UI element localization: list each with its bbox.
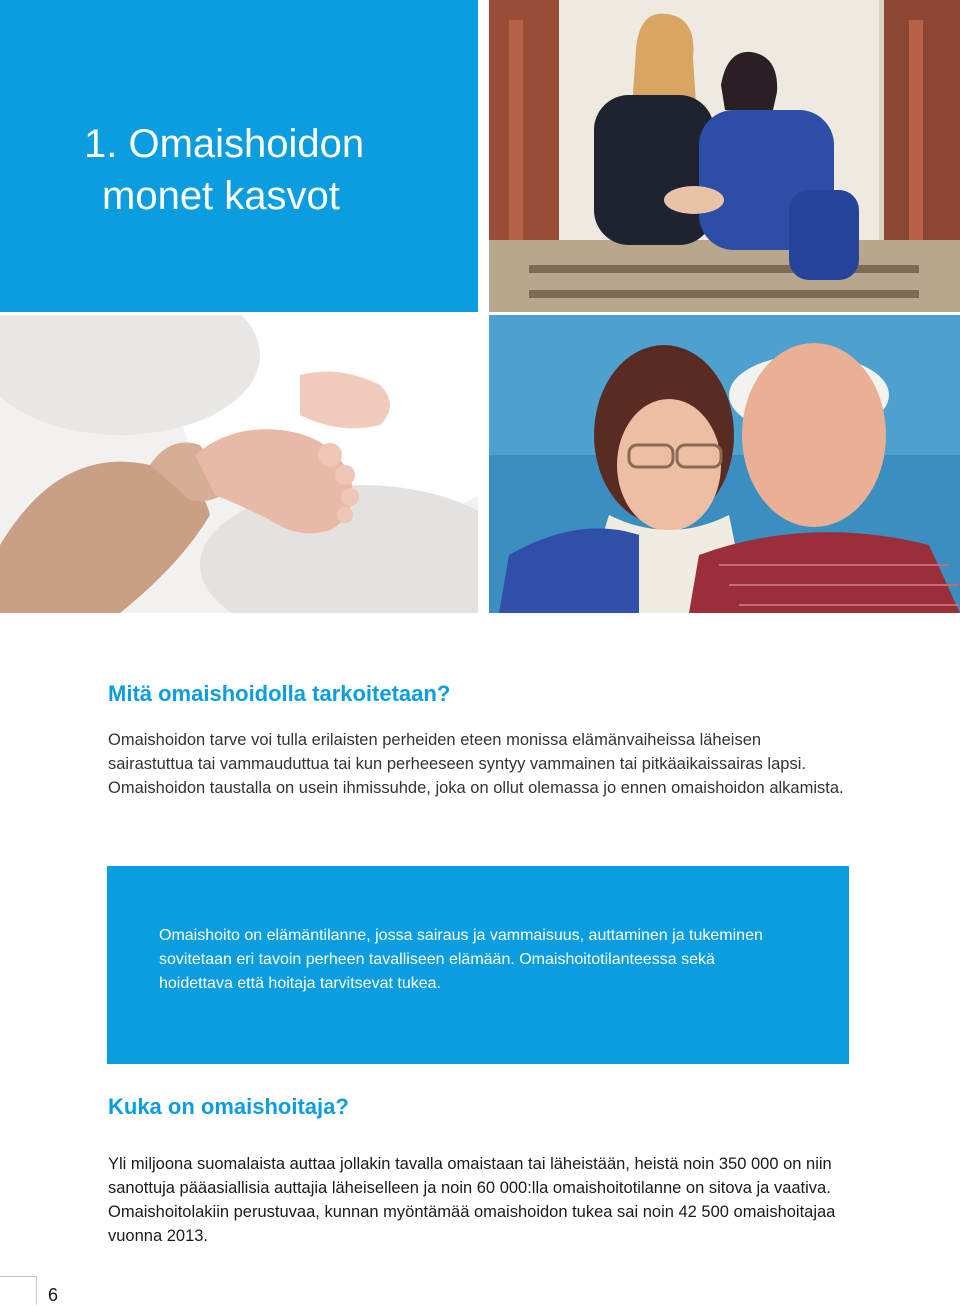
info-box-text: Omaishoito on elämäntilanne, jossa sairaus ja vammaisuus, auttaminen ja tukeminen sovitetaan eri tavoin perheen tavalliseen elämään. Omaishoitotilanteessa sekä hoidettava että hoitaja tarvitsevat tukea.: [159, 927, 763, 992]
title-block: [0, 0, 478, 312]
chapter-title: [84, 118, 364, 222]
chapter-title-line-2: monet kasvot: [102, 174, 340, 218]
paragraph-who-is-caregiver: Yli miljoona suomalaista auttaa jollakin tavalla omaistaan tai läheistään, heistä noin 350 000 on niin sanottuja pääasiallisia auttajia läheiselleen ja noin 60 000:lla omaishoitotilanne on sitova ja vaativa. Omaishoitolakiin perustuvaa, kunnan myöntämää omaishoidon tukea sai noin 42 500 omaishoitajaa vuonna 2013.: [108, 1155, 836, 1245]
chapter-title-line-1: 1. Omaishoidon: [84, 122, 365, 166]
page-number-box: [0, 1276, 59, 1305]
photo-elderly-couple: [489, 315, 960, 613]
photo-two-young-women-on-stairs: [489, 0, 960, 312]
paragraph-what-is-family-care: Omaishoidon tarve voi tulla erilaisten perheiden eteen monissa elämänvaiheissa läheisen sairastuttua tai vammauduttua tai kun perheeseen syntyy vammainen tai pitkäaikaissairas lapsi. Omaishoidon taustalla on usein ihmissuhde, joka on ollut olemassa jo ennen omaishoidon alkamista.: [108, 731, 844, 797]
heading-who-is-caregiver: Kuka on omaishoitaja?: [108, 1094, 349, 1119]
photo-baby-foot-in-hand: [0, 315, 478, 613]
info-box-definition: [107, 866, 849, 1064]
heading-what-is-family-care: Mitä omaishoidolla tarkoitetaan?: [108, 681, 451, 706]
page-number: 6: [48, 1285, 59, 1305]
